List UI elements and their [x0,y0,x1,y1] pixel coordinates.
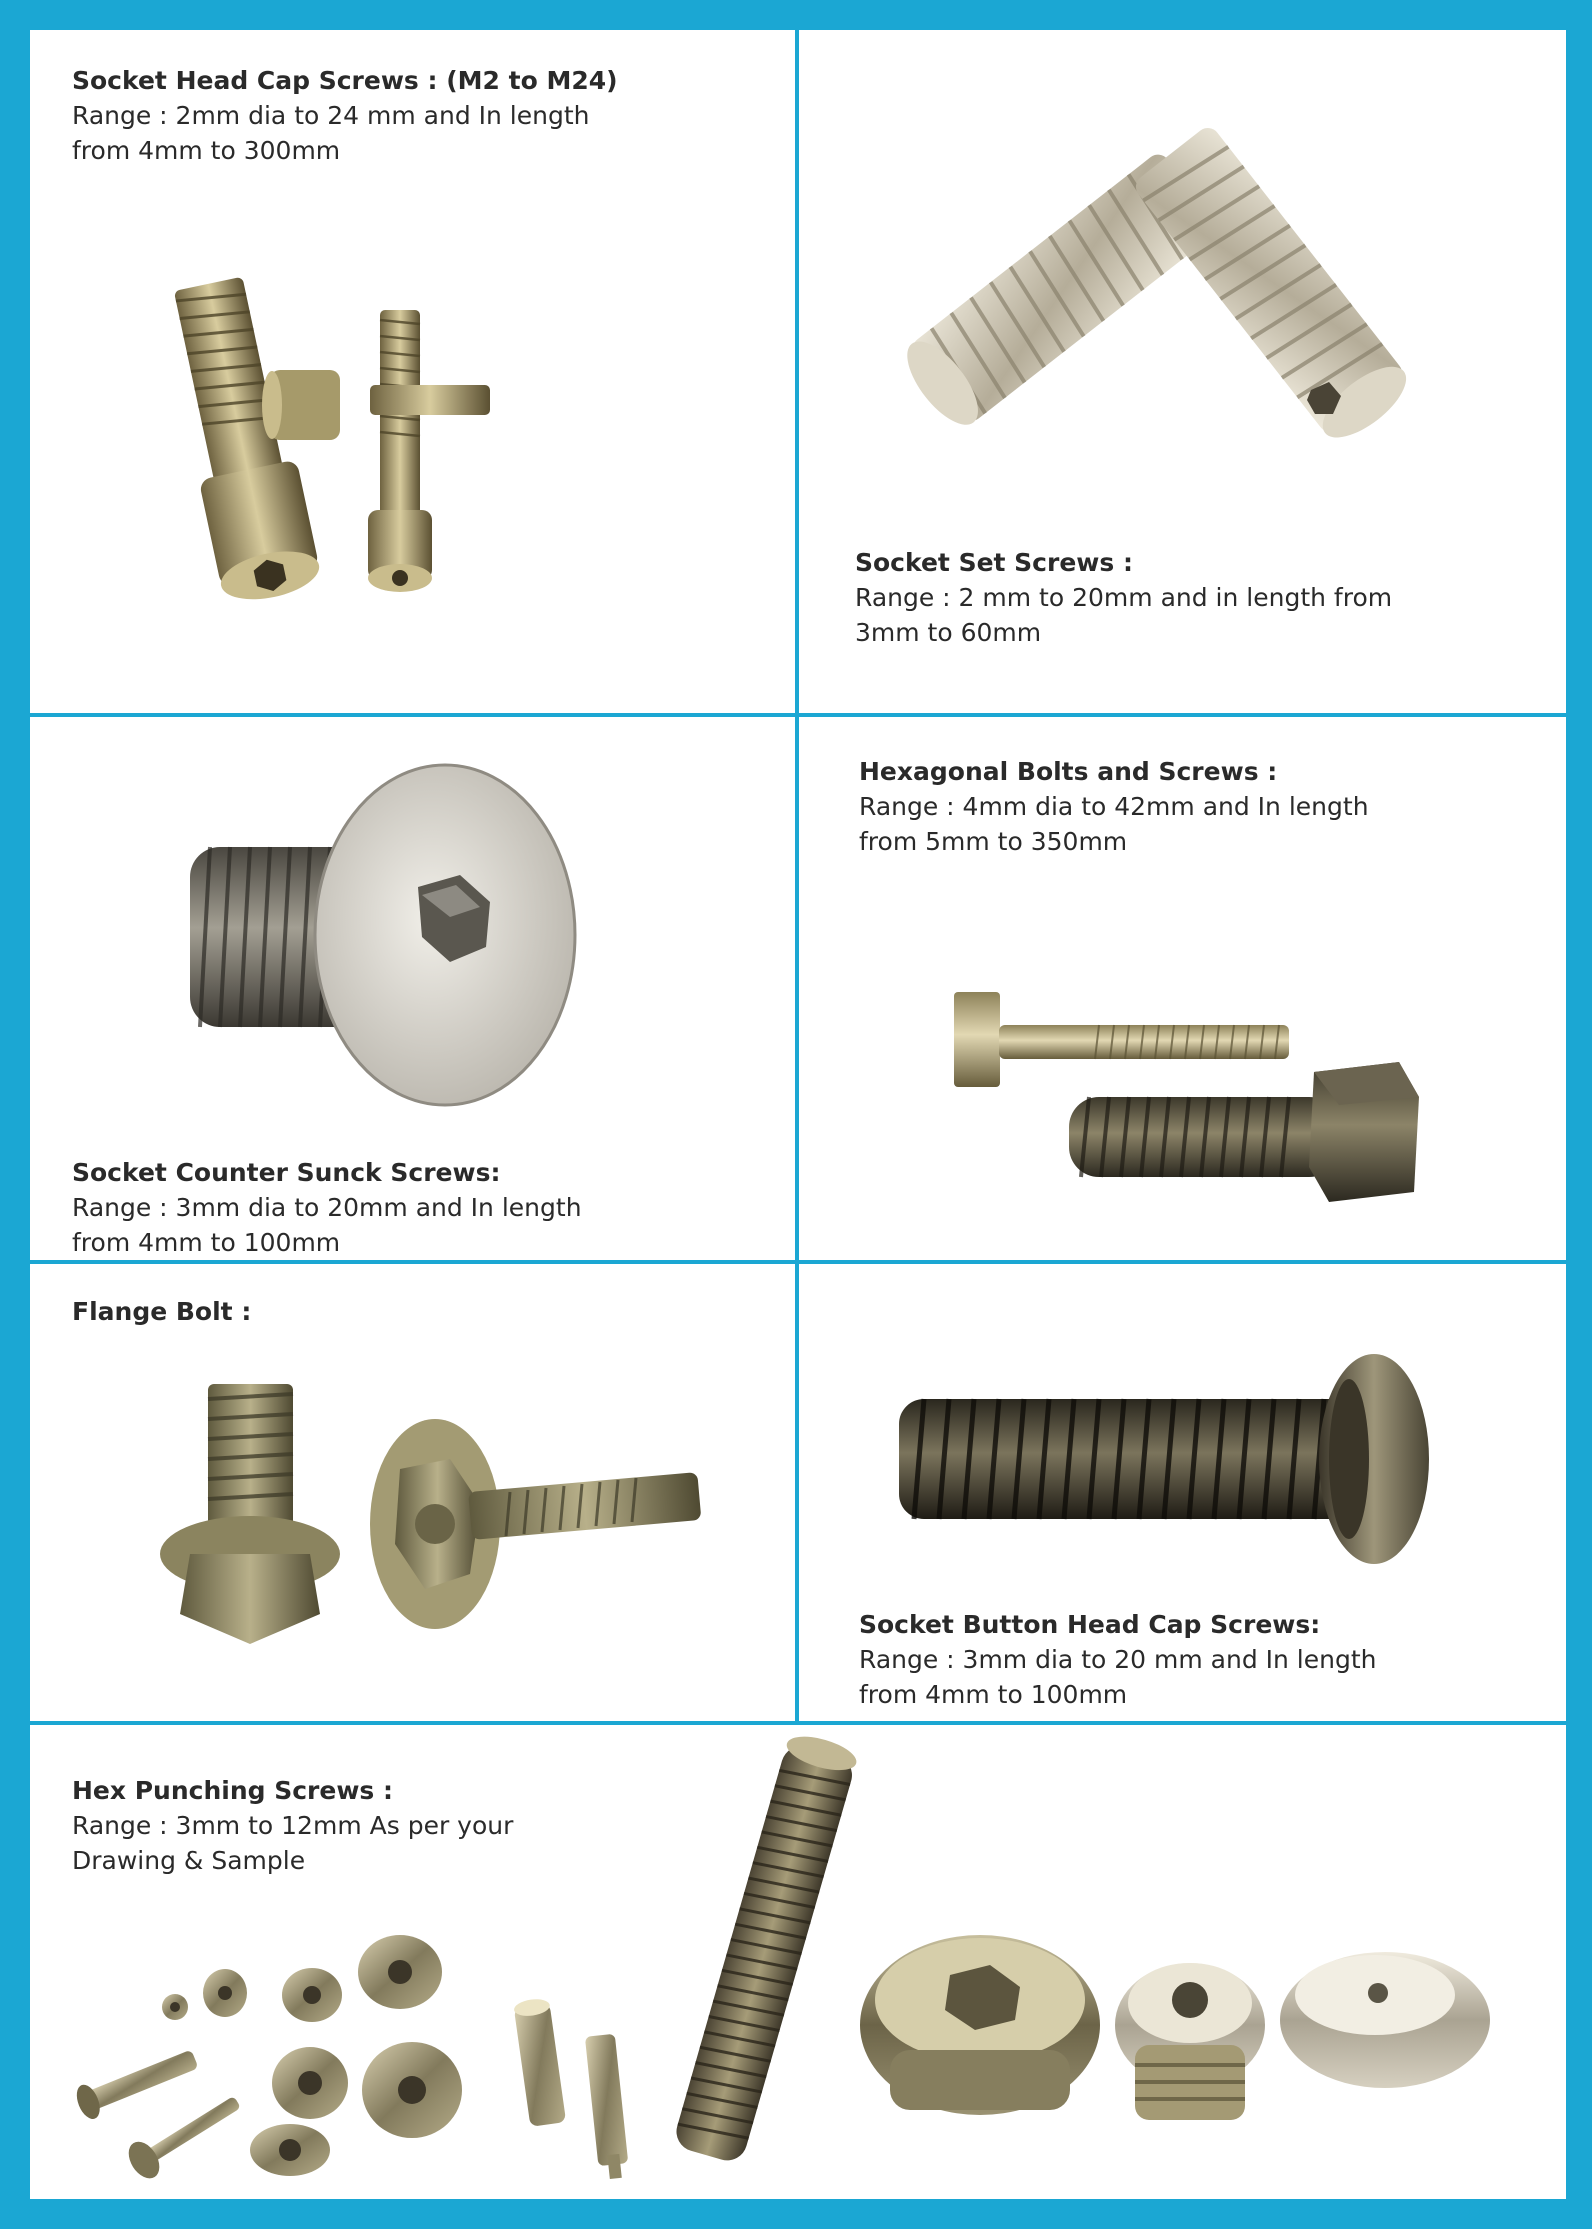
socket-set-screw-image [879,100,1439,460]
product-range-line: Range : 2 mm to 20mm and in length from [855,583,1393,612]
product-hex-punching-screws [30,1725,1566,2199]
product-title: Socket Head Cap Screws : (M2 to M24) [72,66,618,95]
product-range-line: from 4mm to 100mm [72,1228,341,1257]
product-socket-button-head-cap-screws [799,1264,1566,1721]
product-range-line: Range : 3mm dia to 20mm and In length [72,1193,582,1222]
product-range-line: Range : 2mm dia to 24 mm and In length [72,101,590,130]
product-range-line: Range : 4mm dia to 42mm and In length [859,792,1369,821]
product-title: Hex Punching Screws : [72,1776,393,1805]
socket-counter-sunck-screw-image [160,767,580,1127]
product-caption [72,63,618,168]
product-range-line: Drawing & Sample [72,1846,306,1875]
product-caption [855,545,1392,650]
product-range-line: from 4mm to 100mm [859,1680,1128,1709]
product-flange-bolt [30,1264,795,1721]
product-socket-set-screws [799,30,1566,713]
product-range-line: 3mm to 60mm [855,618,1042,647]
product-range-line: from 4mm to 300mm [72,136,341,165]
flange-bolt-image [150,1374,750,1694]
product-title: Flange Bolt : [72,1297,252,1326]
product-socket-head-cap-screws [30,30,795,713]
hexagonal-bolt-image [919,987,1439,1260]
product-socket-counter-sunck-screws [30,717,795,1260]
socket-button-head-cap-screw-image [879,1344,1439,1584]
product-title: Socket Set Screws : [855,548,1133,577]
product-caption [72,1155,582,1260]
product-caption [859,1607,1376,1712]
socket-head-cap-screw-image [160,260,640,620]
hex-punching-screws-right-image [830,1875,1510,2175]
product-caption [859,754,1369,859]
product-range-line: Range : 3mm dia to 20 mm and In length [859,1645,1377,1674]
product-hexagonal-bolts-and-screws [799,717,1566,1260]
product-caption [72,1294,251,1329]
product-range-line: Range : 3mm to 12mm As per your [72,1811,514,1840]
product-title: Socket Button Head Cap Screws: [859,1610,1321,1639]
hex-punching-screws-left-image [60,1725,820,2199]
product-title: Hexagonal Bolts and Screws : [859,757,1278,786]
product-title: Socket Counter Sunck Screws: [72,1158,501,1187]
catalog-sheet [30,30,1566,2199]
product-range-line: from 5mm to 350mm [859,827,1128,856]
